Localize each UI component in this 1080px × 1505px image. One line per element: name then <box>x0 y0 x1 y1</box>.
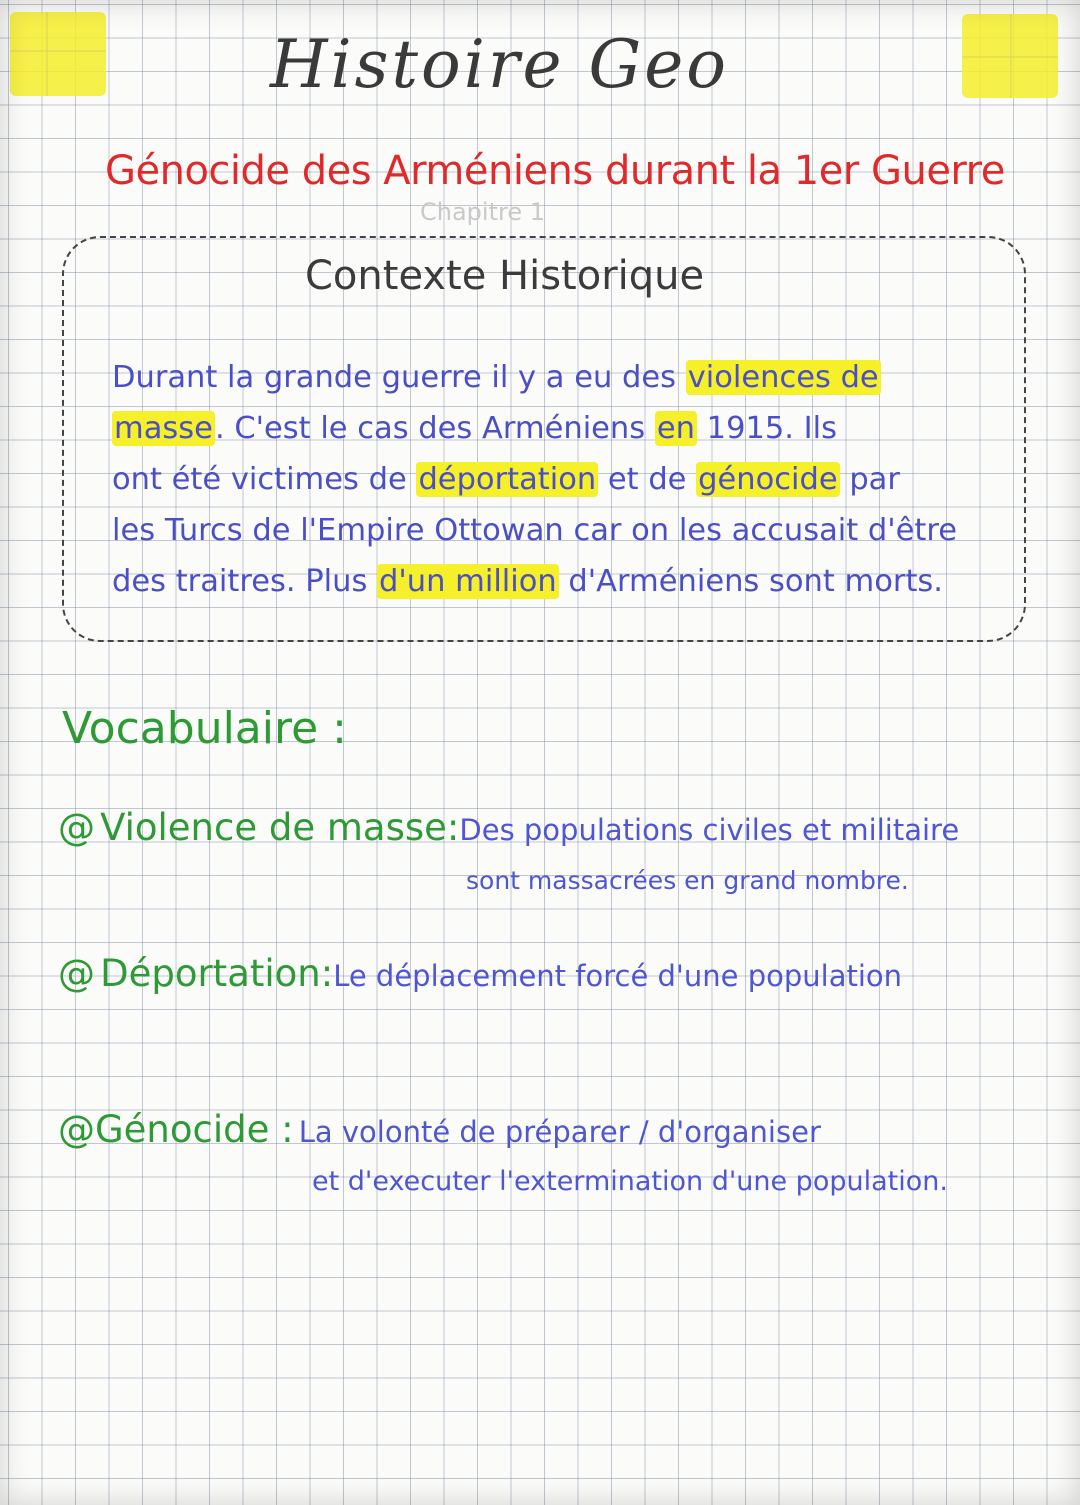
vocab-separator: : <box>446 806 460 849</box>
text-segment: et de <box>598 462 697 497</box>
vocab-definition-continued: sont massacrées en grand nombre. <box>466 866 909 895</box>
text-segment: Durant la grande guerre il y a eu des <box>112 360 686 395</box>
highlighted-text: en <box>656 411 695 446</box>
text-segment: 1915. Ils <box>696 411 838 446</box>
text-segment: . C'est le cas des Arméniens <box>214 411 655 446</box>
yellow-highlighter-mark-left <box>8 10 108 98</box>
text-segment: les Turcs de l'Empire Ottowan car on les accusait d'être <box>112 513 958 548</box>
page-title: Histoire Geo <box>270 26 730 103</box>
context-line-5 <box>112 556 1002 607</box>
context-line-3 <box>112 454 1002 505</box>
vocab-marker: @ <box>58 806 95 849</box>
context-heading: Contexte Historique <box>305 253 705 299</box>
context-line-4 <box>112 505 1002 556</box>
highlighted-text: déportation <box>418 462 597 497</box>
vocab-definition-continued: et d'executer l'extermination d'une population. <box>312 1166 948 1197</box>
text-segment: ont été victimes de <box>112 462 417 497</box>
text-segment: par <box>839 462 900 497</box>
context-line-2 <box>112 403 1002 454</box>
vocab-marker: @ <box>58 952 95 995</box>
text-segment: des traitres. Plus <box>112 564 378 599</box>
highlighted-text: violences de <box>687 360 879 395</box>
yellow-highlighter-mark-right <box>960 12 1060 100</box>
vocab-term: Déportation <box>100 952 321 995</box>
highlighted-text: masse <box>114 411 213 446</box>
vocab-separator: : <box>320 952 334 995</box>
vocab-definition: La volonté de préparer / d'organiser <box>298 1115 821 1149</box>
vocab-item-violence <box>58 806 1048 849</box>
highlighted-text: génocide <box>698 462 838 497</box>
highlighted-text: d'un million <box>379 564 557 599</box>
vocab-item-genocide <box>58 1108 1048 1151</box>
context-line-1 <box>112 352 1002 403</box>
vocab-definition: Des populations civiles et militaire <box>459 813 960 847</box>
context-paragraph <box>112 352 1002 607</box>
chapter-note: Chapitre 1 <box>420 198 545 226</box>
vocab-marker: @ <box>58 1108 95 1151</box>
vocab-term: Violence de masse <box>100 806 447 849</box>
vocabulary-heading: Vocabulaire : <box>62 703 347 754</box>
lesson-title: Génocide des Arméniens durant la 1er Guerre <box>105 148 1005 194</box>
vocab-definition: Le déplacement forcé d'une population <box>333 959 903 993</box>
vocab-item-deportation <box>58 952 1048 995</box>
vocab-term: Génocide <box>95 1108 270 1151</box>
text-segment: d'Arméniens sont morts. <box>558 564 943 599</box>
vocab-separator: : <box>269 1108 294 1151</box>
